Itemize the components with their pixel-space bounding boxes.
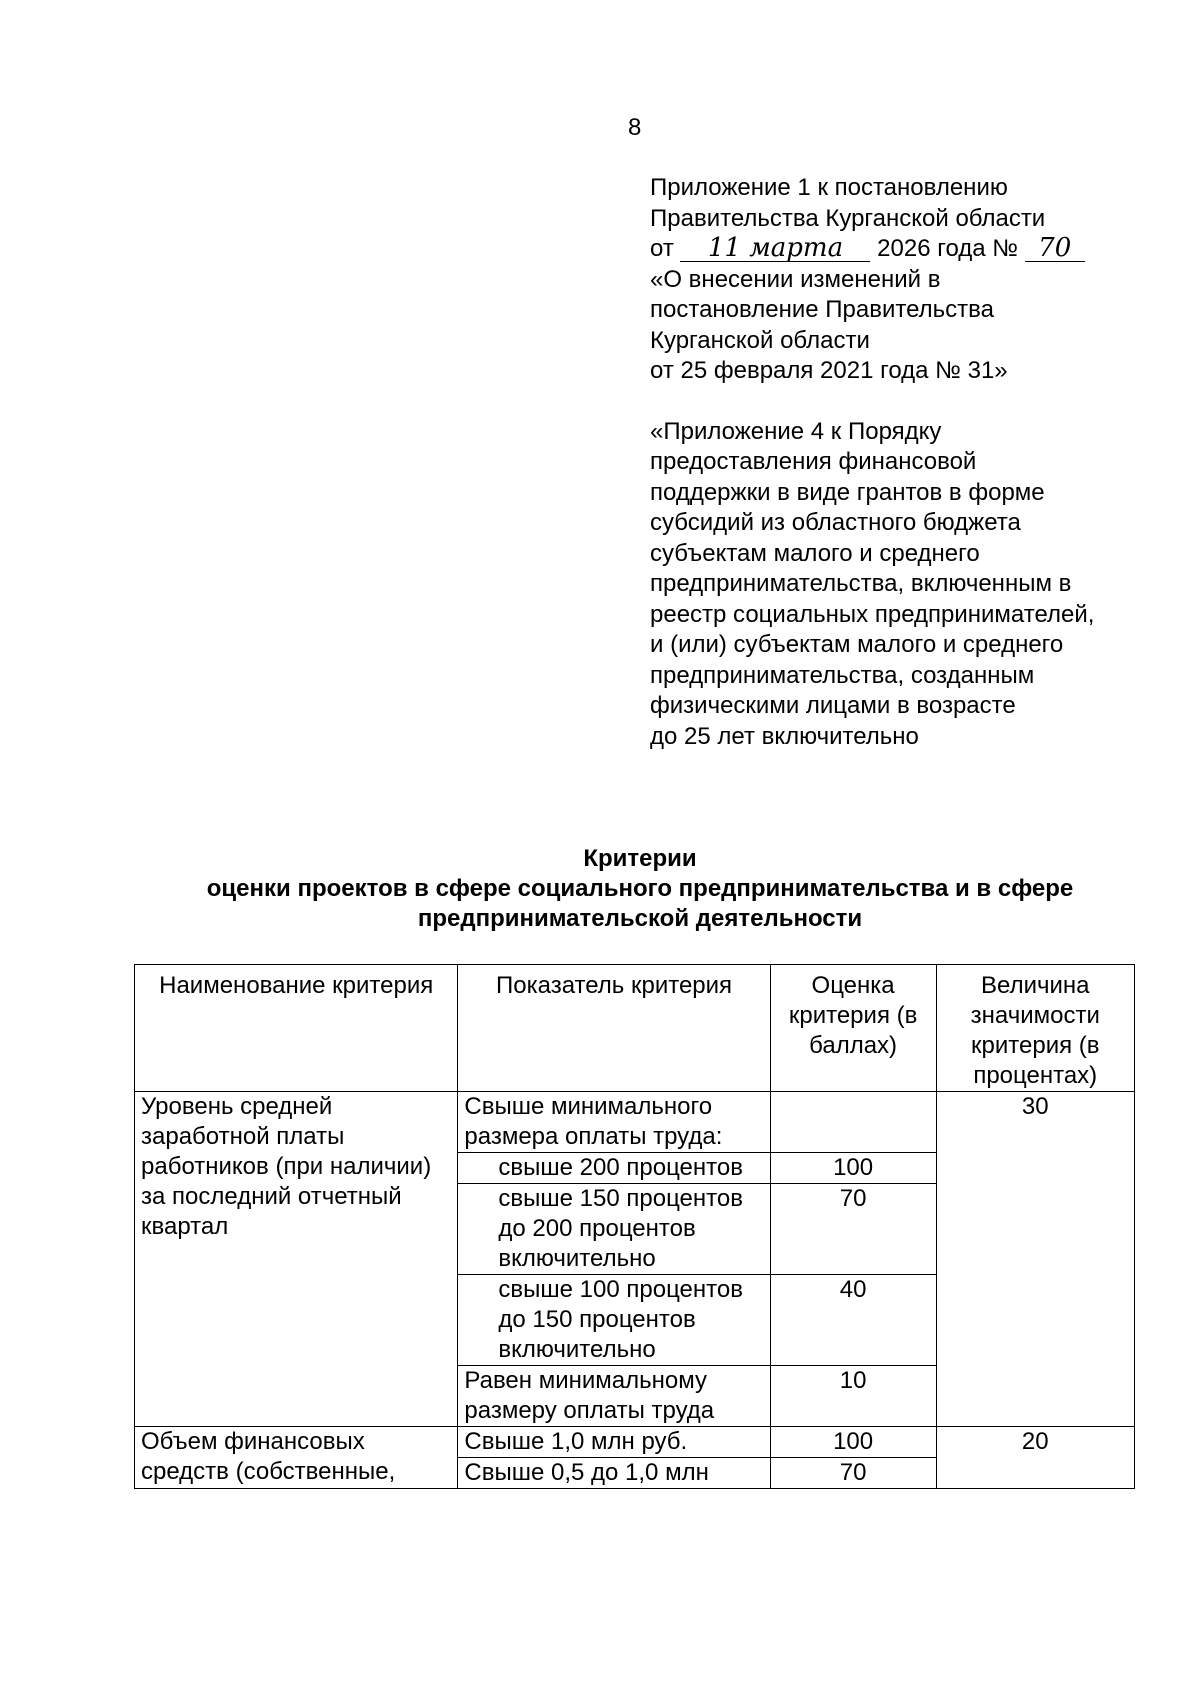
appendix-line: предпринимательства, созданным [650,661,1035,689]
score-cell [770,1092,936,1153]
indicator-cell: Равен минимальному размеру оплаты труда [458,1366,770,1427]
appendix-line: «О внесении изменений в [650,265,941,293]
appendix-date-line [650,234,1190,265]
score-cell: 70 [770,1184,936,1275]
table-row [135,1427,1135,1458]
title-line: предпринимательской деятельности [417,905,863,932]
handwritten-date: 11 марта [680,235,870,262]
date-prefix: от [650,235,674,262]
score-cell: 40 [770,1275,936,1366]
appendix-line: и (или) субъектам малого и среднего [650,631,1064,658]
year-text: 2026 года № [877,235,1019,262]
appendix-block [650,173,1190,752]
appendix-line: субсидий из областного бюджета [650,509,1021,536]
appendix-line: «Приложение 4 к Порядку [650,417,942,445]
appendix-line: Курганской области [650,326,870,354]
appendix-line: до 25 лет включительно [650,722,919,750]
header-score: Оценка критерия (в баллах) [770,965,936,1092]
indicator-cell: Свыше 1,0 млн руб. [458,1427,770,1458]
indicator-cell: свыше 150 процентов до 200 процентов включительно [458,1184,770,1275]
indicator-cell: свыше 100 процентов до 150 процентов включительно [458,1275,770,1366]
appendix-line: постановление Правительства [650,296,994,323]
weight-cell: 20 [936,1427,1134,1489]
appendix-line: предоставления финансовой [650,448,977,475]
appendix-line: физическими лицами в возрасте [650,692,1016,719]
header-indicator: Показатель критерия [458,965,770,1092]
document-title [130,844,1150,934]
title-line: Критерии [583,845,697,872]
score-cell: 70 [770,1458,936,1489]
appendix-line: реестр социальных предпринимателей, [650,600,1095,628]
criterion-name: Уровень средней заработной платы работников (при наличии) за последний отчетный квартал [135,1092,458,1427]
page-number: 8 [628,114,642,141]
appendix-line: от 25 февраля 2021 года № 31» [650,357,1008,384]
appendix-line: Приложение 1 к постановлению [650,174,1008,201]
appendix-line: субъектам малого и среднего [650,539,980,567]
indicator-cell: свыше 200 процентов [458,1153,770,1184]
score-cell: 10 [770,1366,936,1427]
header-weight: Величина значимости критерия (в процентах) [936,965,1134,1092]
title-line: оценки проектов в сфере социального предпринимательства и в сфере [206,875,1074,902]
handwritten-number: 70 [1025,235,1085,262]
header-name: Наименование критерия [135,965,458,1092]
weight-cell: 30 [936,1092,1134,1427]
indicator-cell: Свыше минимального размера оплаты труда: [458,1092,770,1153]
table-row [135,1092,1135,1153]
indicator-cell: Свыше 0,5 до 1,0 млн [458,1458,770,1489]
score-cell: 100 [770,1427,936,1458]
appendix-line: предпринимательства, включенным в [650,570,1072,597]
appendix-line: поддержки в виде грантов в форме [650,478,1045,506]
criterion-name: Объем финансовых средств (собственные, [135,1427,458,1489]
criteria-table [134,964,1135,1489]
score-cell: 100 [770,1153,936,1184]
table-header-row [135,965,1135,1092]
appendix-line: Правительства Курганской области [650,204,1046,232]
